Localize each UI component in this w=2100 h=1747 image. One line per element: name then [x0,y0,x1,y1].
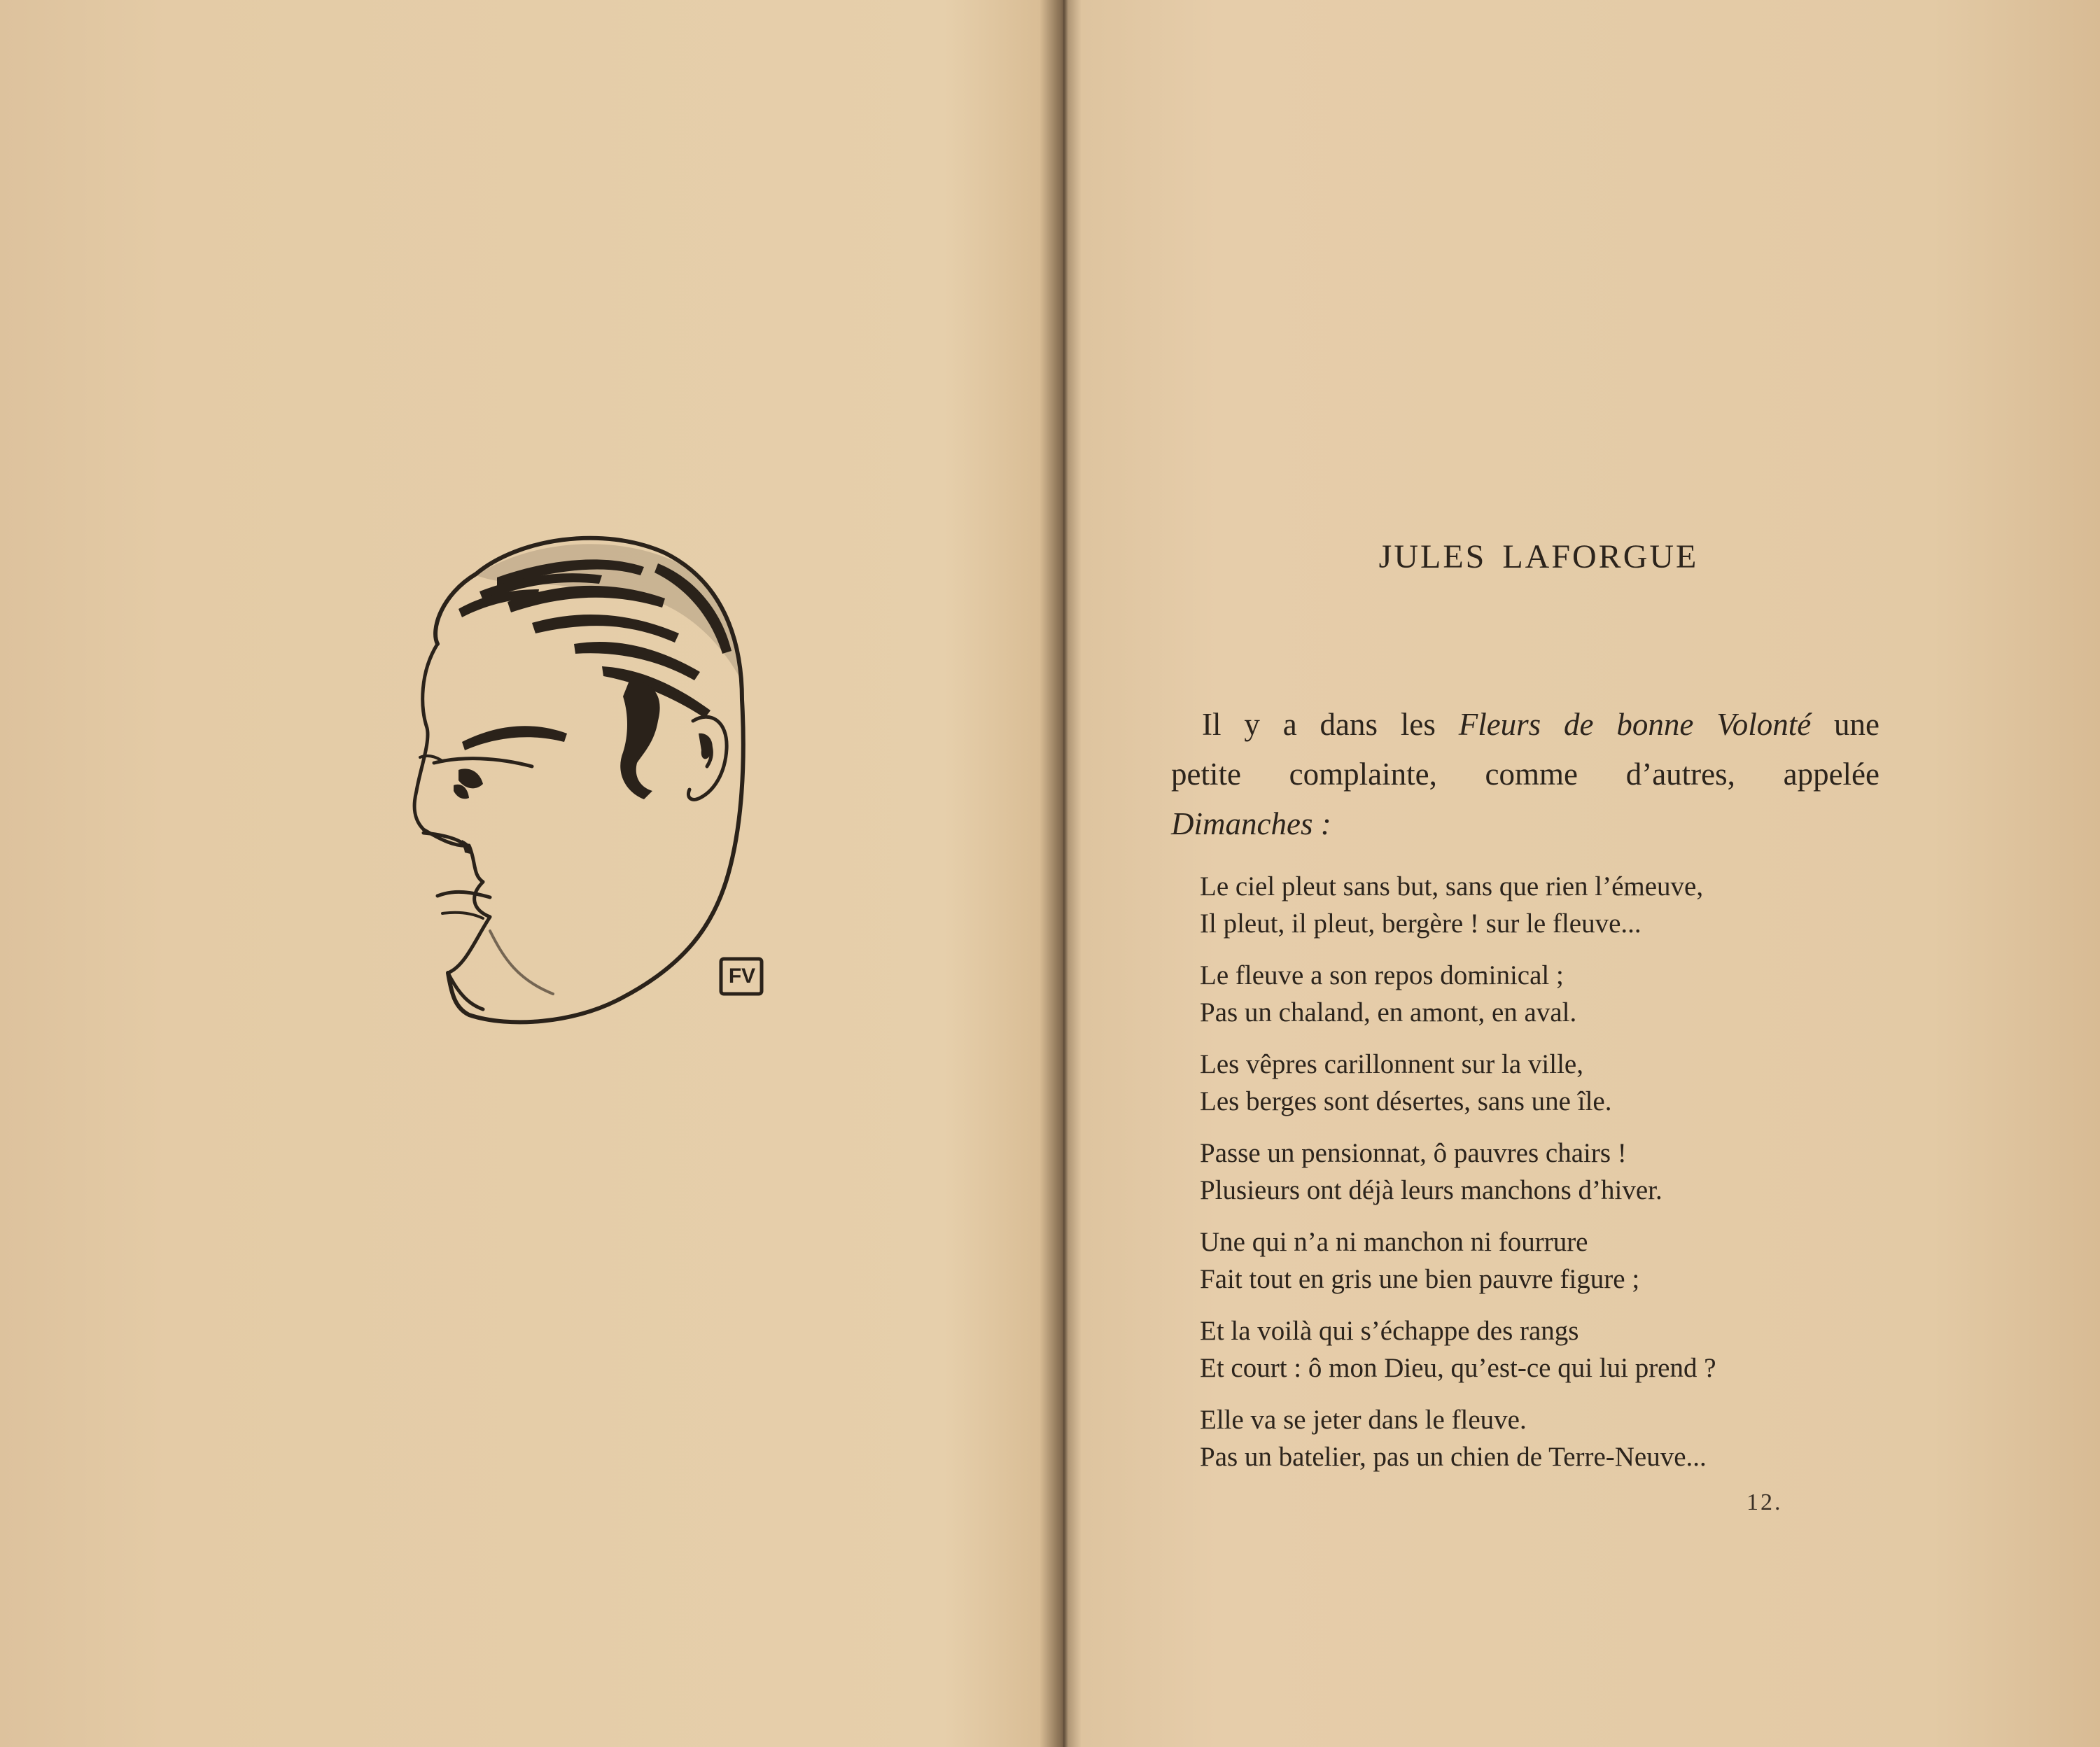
verse-line: Fait tout en gris une bien pauvre figure ; [1200,1264,1640,1294]
verse-line: Les vêpres carillonnent sur la ville, [1200,1049,1583,1079]
artist-monogram: FV [728,964,756,988]
stanza [1200,1223,1900,1298]
stanza [1200,1312,1900,1387]
verse-line: Une qui n’a ni manchon ni fourrure [1200,1227,1588,1257]
verse-line: Pas un chaland, en amont, en aval. [1200,997,1577,1027]
stanza [1200,957,1900,1031]
verse-line: Passe un pensionnat, ô pauvres chairs ! [1200,1138,1627,1168]
verse-line: Les berges sont désertes, sans une île. [1200,1086,1612,1116]
verse-line: Le ciel pleut sans but, sans que rien l’émeuve, [1200,871,1704,901]
verse-line: Plusieurs ont déjà leurs manchons d’hiver. [1200,1175,1662,1205]
verse-line: Le fleuve a son repos dominical ; [1200,960,1564,990]
poem [1200,868,1900,1490]
stanza [1200,1135,1900,1209]
stanza [1200,868,1900,942]
intro-line-1: Il y a dans les Fleurs de bonne Volonté une [1202,707,1879,742]
verse-line: Pas un batelier, pas un chien de Terre-Neuve... [1200,1442,1707,1472]
book-title-italic: Fleurs de bonne Volonté [1458,707,1812,742]
page-number: 12. [1746,1489,1783,1515]
verse-line: Et court : ô mon Dieu, qu’est-ce qui lui prend ? [1200,1353,1716,1383]
verse-line: Il pleut, il pleut, bergère ! sur le fleuve... [1200,908,1642,939]
verse-line: Elle va se jeter dans le fleuve. [1200,1405,1527,1435]
intro-line-2: petite complainte, comme d’autres, appelée [1171,757,1879,792]
intro-line-3 [1171,799,1879,849]
intro-paragraph [1171,700,1879,849]
verse-line: Et la voilà qui s’échappe des rangs [1200,1316,1579,1346]
chapter-title: JULES LAFORGUE [1378,538,1699,575]
stanza [1200,1046,1900,1120]
poem-title-italic: Dimanches : [1171,806,1331,841]
book-gutter [1058,0,1068,1747]
woodcut-portrait-icon [392,511,812,1029]
stanza [1200,1401,1900,1475]
